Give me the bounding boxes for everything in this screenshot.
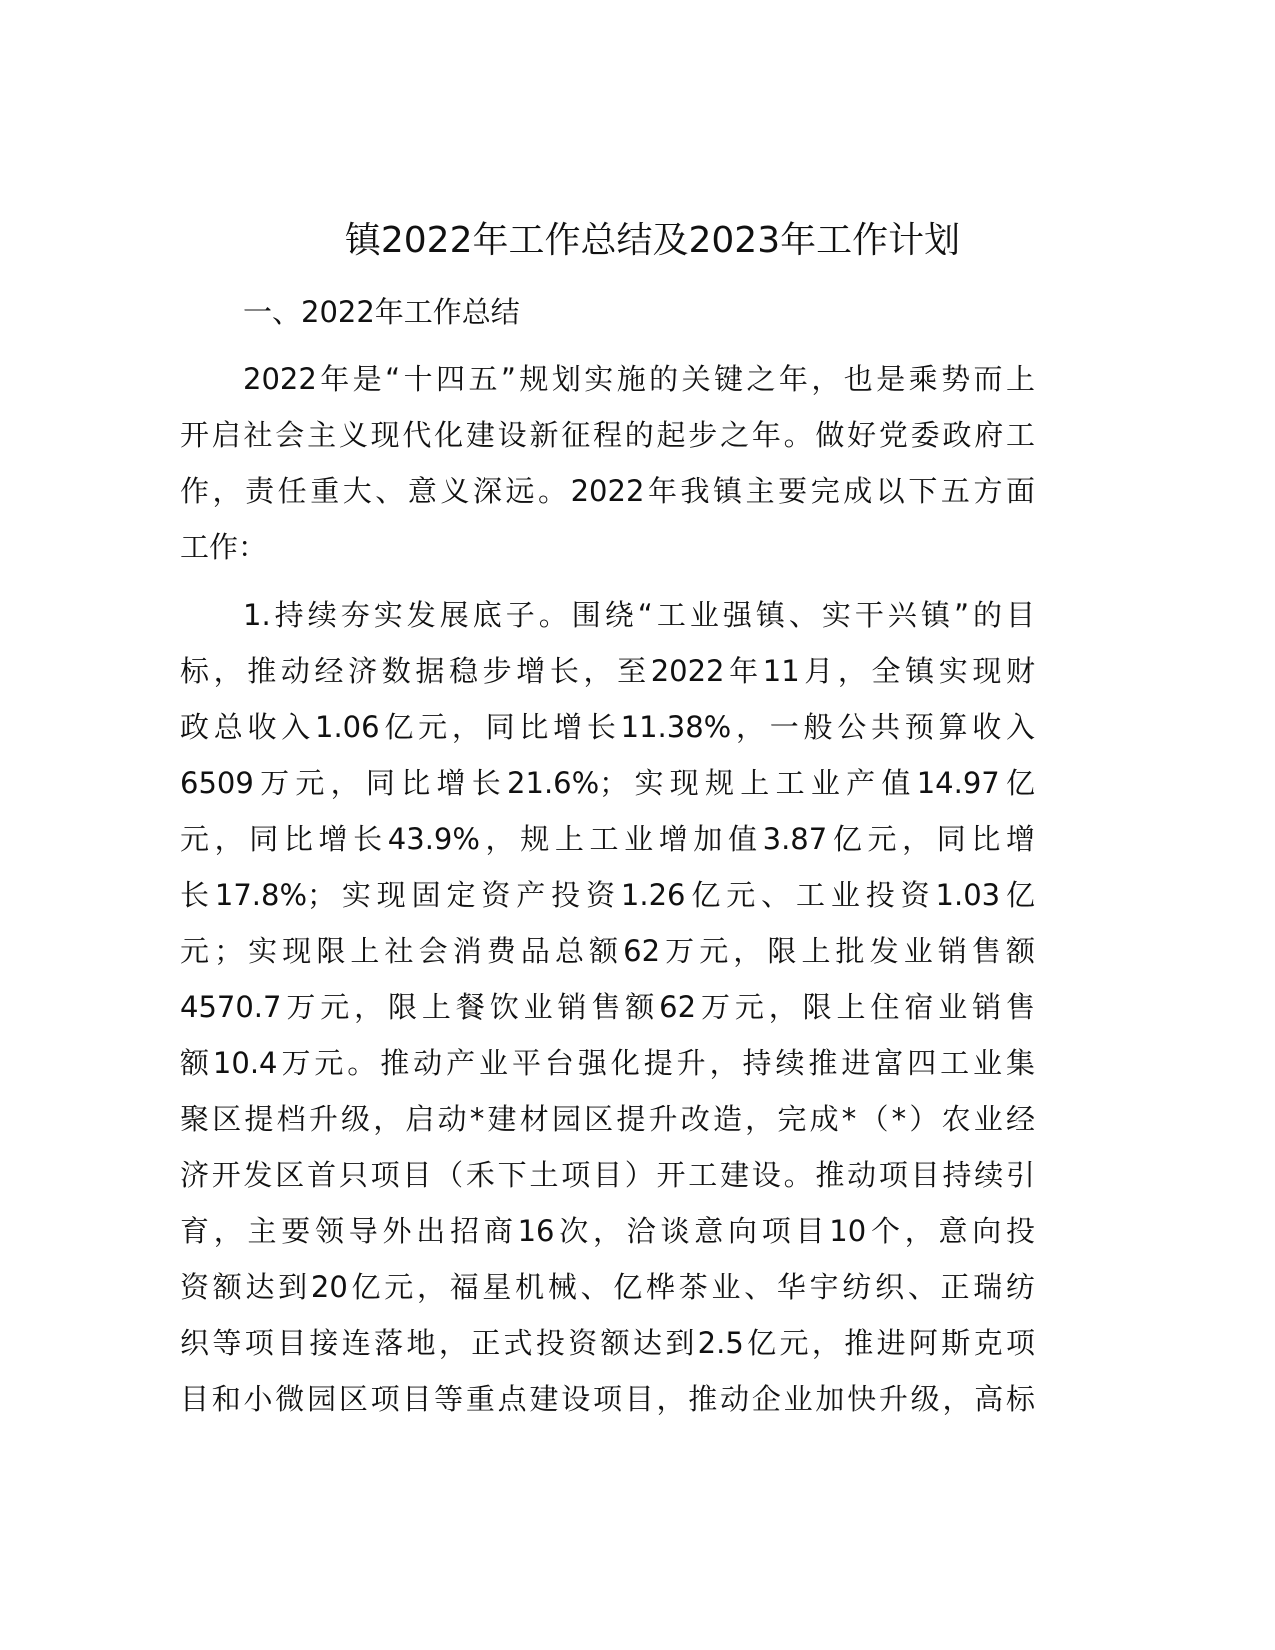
- document-body: [180, 357, 1035, 1433]
- text-line: 工作：: [180, 530, 268, 564]
- text-line: 济开发区首只项目（禾下土项目）开工建设。推动项目持续引: [180, 1158, 1035, 1192]
- text-line: 目和小微园区项目等重点建设项目，推动企业加快升级，高标: [180, 1382, 1035, 1416]
- text-line: 4570.7万元，限上餐饮业销售额62万元，限上住宿业销售: [180, 990, 1035, 1024]
- text-line: 2022年是“十四五”规划实施的关键之年，也是乘势而上: [243, 362, 1035, 396]
- paragraph-spacer: [180, 581, 1035, 593]
- text-line: 元；实现限上社会消费品总额62万元，限上批发业销售额: [180, 934, 1035, 968]
- text-line: 额10.4万元。推动产业平台强化提升，持续推进富四工业集: [180, 1046, 1035, 1080]
- text-line: 长17.8%；实现固定资产投资1.26亿元、工业投资1.03亿: [180, 878, 1035, 912]
- text-line: 1.持续夯实发展底子。围绕“工业强镇、实干兴镇”的目: [243, 598, 1035, 632]
- text-line: 育，主要领导外出招商16次，洽谈意向项目10个，意向投: [180, 1214, 1035, 1248]
- document-title: 镇2022年工作总结及2023年工作计划: [344, 220, 961, 261]
- section-heading: 一、2022年工作总结: [243, 295, 520, 329]
- text-line: 开启社会主义现代化建设新征程的起步之年。做好党委政府工: [180, 418, 1035, 452]
- text-line: 作，责任重大、意义深远。2022年我镇主要完成以下五方面: [180, 474, 1035, 508]
- text-line: 织等项目接连落地，正式投资额达到2.5亿元，推进阿斯克项: [180, 1326, 1035, 1360]
- text-line: 元，同比增长43.9%，规上工业增加值3.87亿元，同比增: [180, 822, 1035, 856]
- paragraph-intro: [180, 357, 1035, 581]
- text-line: 政总收入1.06亿元，同比增长11.38%，一般公共预算收入: [180, 710, 1035, 744]
- paragraph-item-1: [180, 593, 1035, 1433]
- text-line: 资额达到20亿元，福星机械、亿桦茶业、华宇纺织、正瑞纺: [180, 1270, 1035, 1304]
- text-line: 标，推动经济数据稳步增长，至2022年11月，全镇实现财: [180, 654, 1035, 688]
- text-line: 聚区提档升级，启动*建材园区提升改造，完成*（*）农业经: [180, 1102, 1035, 1136]
- text-line: 6509万元，同比增长21.6%；实现规上工业产值14.97亿: [180, 766, 1035, 800]
